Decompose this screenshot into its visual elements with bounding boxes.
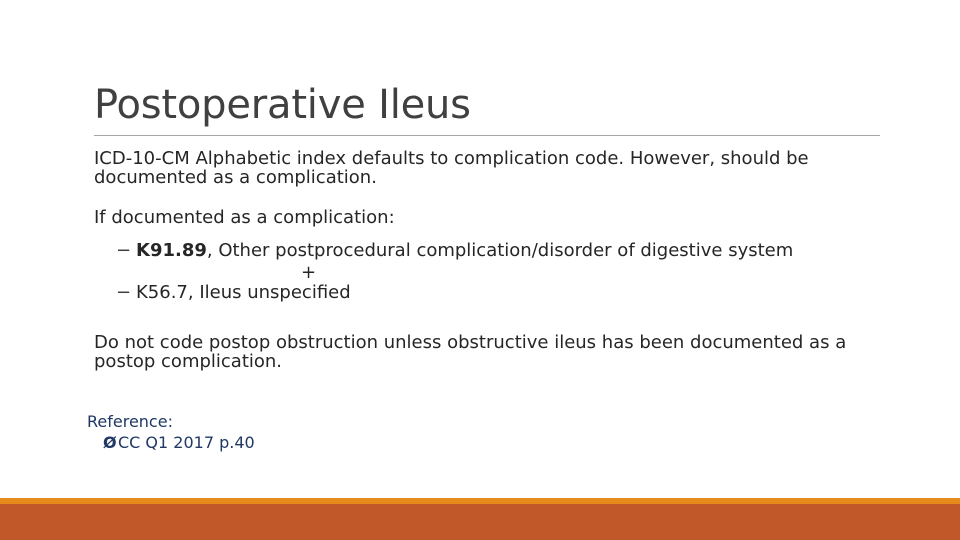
code-description: , Ileus unspecified <box>187 282 351 303</box>
reference-item <box>103 433 255 453</box>
slide-title: Postoperative Ileus <box>94 82 471 128</box>
footer-band-rust <box>0 504 960 540</box>
title-divider <box>94 135 880 136</box>
reference-text: CC Q1 2017 p.40 <box>118 433 255 452</box>
plus-sign: + <box>301 262 317 283</box>
dash-bullet: − <box>116 240 132 261</box>
paragraph-if-documented: If documented as a complication: <box>94 207 395 228</box>
sub-item-k56-7 <box>116 283 351 302</box>
code-k56-7: K56.7 <box>136 282 188 303</box>
paragraph-postop-obstruction: Do not code postop obstruction unless obstructive ileus has been documented as a postop complication. <box>94 332 847 372</box>
paragraph-default-complication: ICD-10-CM Alphabetic index defaults to complication code. However, should be documented as a complication. <box>94 148 809 188</box>
code-description: , Other postprocedural complication/disorder of digestive system <box>206 240 794 261</box>
reference-block <box>87 412 255 452</box>
code-k91-89: K91.89 <box>136 240 207 261</box>
arrow-bullet-icon: Ø <box>103 433 117 452</box>
reference-label: Reference: <box>87 412 173 431</box>
sub-item-k91-89 <box>116 241 793 260</box>
dash-bullet: − <box>116 282 132 303</box>
